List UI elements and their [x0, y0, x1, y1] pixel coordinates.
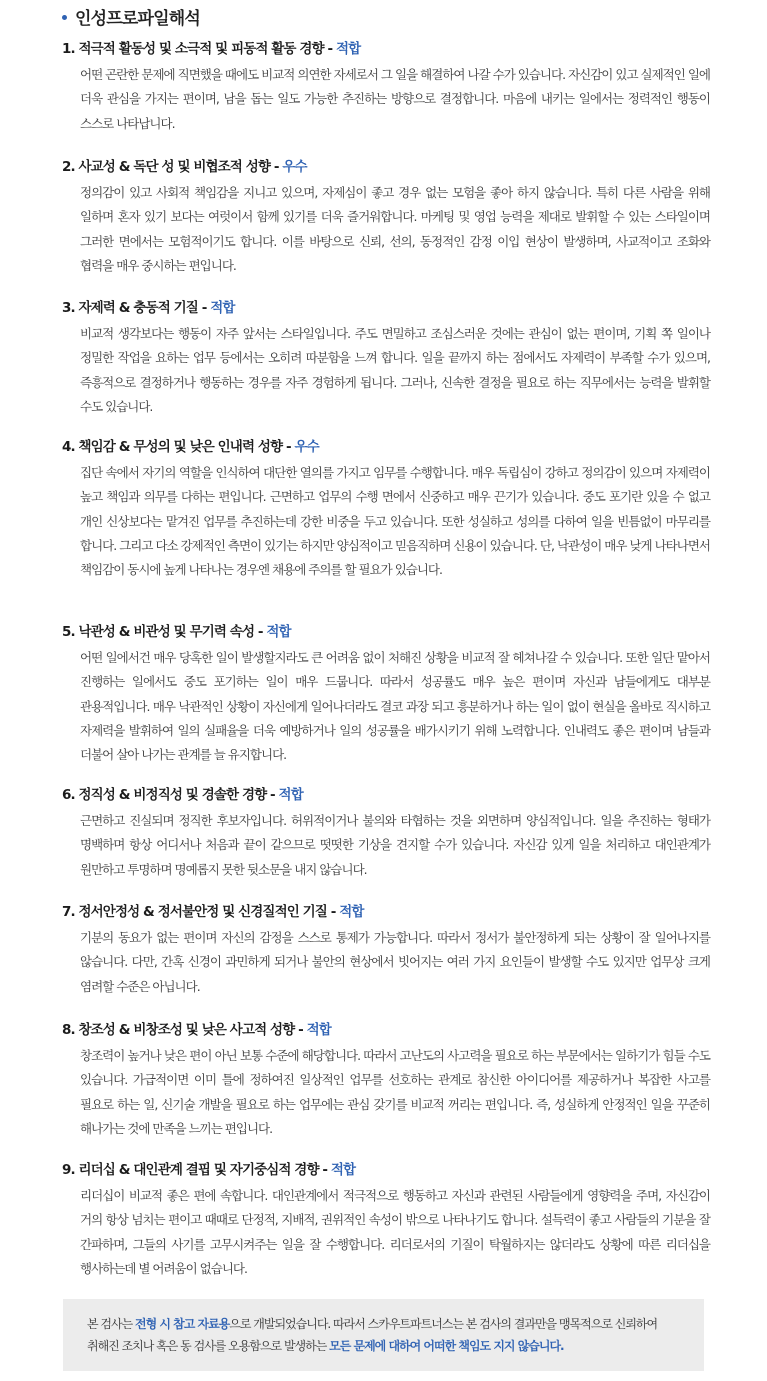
disclaimer-highlight: 모든 문제에 대하여 어떠한 책임도 지지 않습니다.	[329, 1339, 564, 1353]
item-description: 기분의 동요가 없는 편이며 자신의 감정을 스스로 통제가 가능합니다. 따라서 정서가 불안정하게 되는 상황이 잘 일어나지를 않습니다. 다만, 간혹 신경이 과민하게 되거나 불안의 현상에서 빗어지는 여러 가지 요인들이 발생할 수도 있지만 업무상 크게 염려할 수준은 아닙니다.	[80, 930, 710, 994]
item-rating: 우수	[294, 439, 319, 455]
profile-item-7	[62, 903, 710, 999]
item-heading: 6. 정직성 & 비정직성 및 경솔한 경향 - 적합	[62, 787, 303, 803]
item-heading: 7. 정서안정성 & 정서불안정 및 신경질적인 기질 - 적합	[62, 904, 364, 920]
item-description: 어떤 곤란한 문제에 직면했을 때에도 비교적 의연한 자세로서 그 일을 해결하여 나갈 수가 있습니다. 자신감이 있고 실제적인 일에 더욱 관심을 가지는 편이며, 남을 돕는 일도 가능한 추진하는 방향으로 결정합니다. 마음에 내키는 일에서는 정력적인 행동이 스스로 나타납니다.	[80, 67, 710, 131]
item-heading-text: 7. 정서안정성 & 정서불안정 및 신경질적인 기질	[62, 904, 327, 920]
bullet-dot-icon	[62, 15, 67, 20]
item-heading-text: 3. 자제력 & 충동적 기질	[62, 300, 198, 316]
item-rating: 적합	[278, 787, 303, 803]
item-heading-text: 5. 낙관성 & 비관성 및 무기력 속성	[62, 624, 255, 640]
item-description: 집단 속에서 자기의 역할을 인식하여 대단한 열의를 가지고 임무를 수행합니다. 매우 독립심이 강하고 정의감이 있으며 자제력이 높고 책임과 의무를 다하는 편입니다. 근면하고 업무의 수행 면에서 신중하고 매우 끈기가 있습니다. 중도 포기란 있을 수 없고 개인 신상보다는 맡겨진 업무를 추진하는데 강한 비중을 두고 있습니다. 또한 성실하고 성의를 다하여 일을 빈틈없이 마무리를 합니다. 그리고 다소 강제적인 측면이 있기는 하지만 양심적이고 믿음직하며 신용이 있습니다. 단, 낙관성이 매우 낮게 나타나면서 책임감이 동시에 높게 나타나는 경우엔 채용에 주의를 할 필요가 있습니다.	[80, 465, 710, 578]
disclaimer-text: 으로 개발되었습니다. 따라서 스카우트파트너스는 본 검사의 결과만을 맹목적으로 신뢰하여 취해진 조치나 혹은 동 검사를 오용함으로 발생하는	[87, 1317, 658, 1353]
item-rating: 적합	[335, 41, 361, 57]
profile-item-6	[62, 786, 710, 882]
profile-item-3	[62, 299, 710, 419]
item-rating: 적합	[330, 1162, 356, 1178]
item-heading-text: 2. 사교성 & 독단 성 및 비협조적 성향	[62, 159, 271, 175]
item-heading: 8. 창조성 & 비창조성 및 낮은 사고적 성향 - 적합	[62, 1022, 331, 1038]
item-description: 리더십이 비교적 좋은 편에 속합니다. 대인관계에서 적극적으로 행동하고 자신과 관련된 사람들에게 영향력을 주며, 자신감이 거의 항상 넘치는 편이고 때때로 단정적, 지배적, 권위적인 속성이 밖으로 나타나기도 합니다. 설득력이 좋고 사람들의 기분을 잘 간파하며, 그들의 사기를 고무시켜주는 일을 잘 수행합니다. 리더로서의 기질이 탁월하지는 않더라도 상황에 따른 리더십을 행사하는데 별 어려움이 없습니다.	[80, 1188, 710, 1276]
profile-item-8	[62, 1021, 710, 1141]
item-rating: 적합	[210, 300, 235, 316]
item-description: 어떤 일에서건 매우 당혹한 일이 발생할지라도 큰 어려움 없이 처해진 상황을 비교적 잘 헤쳐나갈 수 있습니다. 또한 일단 맡아서 진행하는 일에서도 중도 포기하는 일이 매우 드뭅니다. 따라서 성공률도 매우 높은 편이며 자신과 남들에게도 대부분 관용적입니다. 매우 낙관적인 상황이 자신에게 일어나더라도 결코 과장 되고 흥분하거나 하는 일이 없이 현실을 올바로 직시하고 자제력을 발휘하여 일의 실패율을 더욱 예방하거나 일의 성공률을 배가시키기 위해 노력합니다. 인내력도 좋은 편이며 남들과 더불어 살아 나가는 관계를 늘 유지합니다.	[80, 650, 710, 763]
disclaimer-highlight: 전형 시 참고 자료용	[135, 1317, 230, 1331]
item-heading-text: 1. 적극적 활동성 및 소극적 및 피동적 활동 경향	[62, 41, 324, 57]
item-rating: 적합	[266, 624, 291, 640]
item-heading: 3. 자제력 & 충동적 기질 - 적합	[62, 300, 235, 316]
item-heading: 4. 책임감 & 무성의 및 낮은 인내력 성향 - 우수	[62, 439, 319, 455]
item-rating: 적합	[306, 1022, 331, 1038]
item-heading: 5. 낙관성 & 비관성 및 무기력 속성 - 적합	[62, 624, 291, 640]
page-title: 인성프로파일해석	[75, 9, 200, 29]
disclaimer-box	[63, 1299, 704, 1371]
item-heading: 2. 사교성 & 독단 성 및 비협조적 성향 - 우수	[62, 159, 307, 175]
profile-item-9	[62, 1161, 710, 1281]
profile-item-1	[62, 40, 710, 136]
item-description: 비교적 생각보다는 행동이 자주 앞서는 스타일입니다. 주도 면밀하고 조심스러운 것에는 관심이 없는 편이며, 기획 쪽 일이나 정밀한 작업을 요하는 업무 등에서는 오히려 따분함을 느껴 합니다. 일을 끝까지 하는 점에서도 자제력이 부족할 수가 있으며, 즉흥적으로 결정하거나 행동하는 경우를 자주 경험하게 됩니다. 그러나, 신속한 결정을 필요로 하는 직무에서는 능력을 발휘할 수도 있습니다.	[80, 326, 710, 414]
profile-item-4	[62, 438, 710, 582]
profile-item-2	[62, 158, 710, 278]
item-heading: 9. 리더십 & 대인관계 결핍 및 자기중심적 경향 - 적합	[62, 1162, 356, 1178]
item-heading-text: 4. 책임감 & 무성의 및 낮은 인내력 성향	[62, 439, 283, 455]
profile-item-5	[62, 623, 710, 767]
item-description: 정의감이 있고 사회적 책임감을 지니고 있으며, 자제심이 좋고 경우 없는 모험을 좋아 하지 않습니다. 특히 다른 사람을 위해 일하며 혼자 있기 보다는 여럿이서 함께 있기를 더욱 즐거워합니다. 마케팅 및 영업 능력을 제대로 발휘할 수 있는 스타일이며 그러한 면에서는 모험적이기도 합니다. 이를 바탕으로 신뢰, 선의, 동정적인 감정 이입 현상이 발생하며, 사교적이고 조화와 협력을 매우 중시하는 편입니다.	[80, 185, 710, 273]
item-rating: 우수	[282, 159, 307, 175]
item-description: 근면하고 진실되며 정직한 후보자입니다. 허위적이거나 불의와 타협하는 것을 외면하며 양심적입니다. 일을 추진하는 형태가 명백하며 항상 어디서나 처음과 끝이 같으므로 떳떳한 기상을 견지할 수가 있습니다. 자신감 있게 일을 처리하고 대인관계가 원만하고 투명하며 명예롭지 못한 뒷소문을 내지 않습니다.	[80, 813, 710, 877]
item-heading-text: 8. 창조성 & 비창조성 및 낮은 사고적 성향	[62, 1022, 295, 1038]
item-rating: 적합	[339, 904, 364, 920]
disclaimer-text: 본 검사는	[87, 1317, 135, 1331]
item-heading: 1. 적극적 활동성 및 소극적 및 피동적 활동 경향 - 적합	[62, 41, 361, 57]
item-heading-text: 6. 정직성 & 비정직성 및 경솔한 경향	[62, 787, 267, 803]
item-description: 창조력이 높거나 낮은 편이 아닌 보통 수준에 해당합니다. 따라서 고난도의 사고력을 필요로 하는 부문에서는 일하기가 힘들 수도 있습니다. 가급적이면 이미 틀에 정하여진 일상적인 업무를 선호하는 관계로 참신한 아이디어를 제공하거나 복잡한 사고를 필요로 하는 일, 신기술 개발을 필요로 하는 업무에는 관심 갖기를 비교적 꺼리는 편입니다. 즉, 성실하게 안정적인 일을 꾸준히 해나가는 것에 만족을 느끼는 편입니다.	[80, 1048, 710, 1136]
item-heading-text: 9. 리더십 & 대인관계 결핍 및 자기중심적 경향	[62, 1162, 319, 1178]
section-title	[62, 4, 200, 29]
